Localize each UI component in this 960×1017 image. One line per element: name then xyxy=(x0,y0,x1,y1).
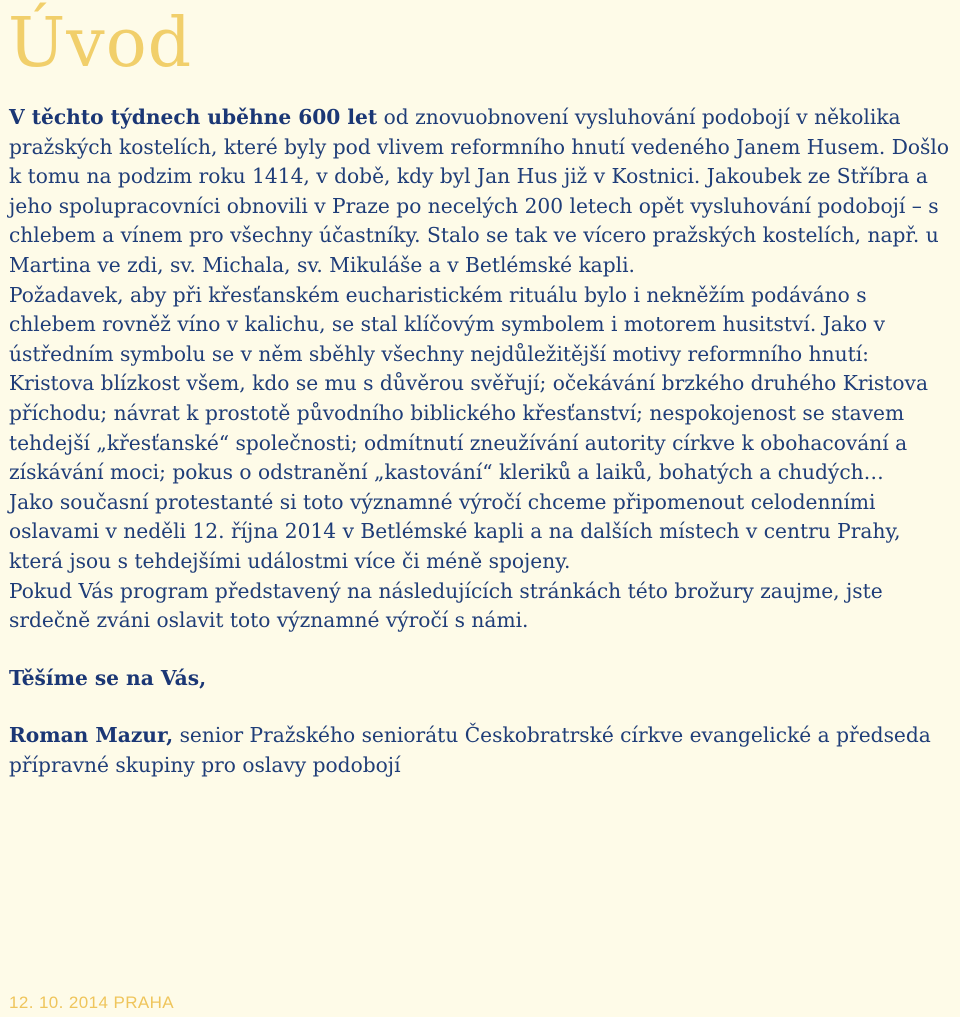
paragraph-chalice: Požadavek, aby při křesťanském eucharistickém rituálu bylo i nekněžím podáváno s chlebem rovněž víno v kalichu, se stal klíčovým symbolem i motorem husitství. Jako v ústředním symbolu se v něm sběhly všechny nejdůležitější motivy reformního hnutí: Kristova blízkost všem, kdo se mu s důvěrou svěřují; očekávání brzkého druhého Kristova příchodu; návrat k prostotě původního biblického křesťanství; nespokojenost se stavem tehdejší „křesťanské“ společnosti; odmítnutí zneužívání autority církve k obohacování a získávání moci; pokus o odstranění „kastování“ kleriků a laiků, bohatých a chudých… xyxy=(9,282,928,485)
signature-title: senior Pražského seniorátu Českobratrské církve evangelické a předseda přípravné skupiny pro oslavy podobojí xyxy=(9,723,931,777)
intro-lead: V těchto týdnech uběhne 600 let xyxy=(9,105,378,129)
paragraph-celebration: Jako současní protestanté si toto významné výročí chceme připomenout celodenními oslavami v neděli 12. října 2014 v Betlémské kapli a na dalších místech v centru Prahy, která jsou s tehdejšími událostmi více či méně spojeny. xyxy=(9,489,901,573)
greeting: Těšíme se na Vás, xyxy=(9,665,207,690)
signature-name: Roman Mazur, xyxy=(9,723,174,748)
intro-paragraph xyxy=(9,103,954,281)
paragraph-invitation: Pokud Vás program představený na následujících stránkách této brožury zaujme, jste srdečně zváni oslavit toto významné výročí s námi. xyxy=(9,578,883,633)
footer-date-place: 12. 10. 2014 PRAHA xyxy=(9,993,175,1012)
article-body xyxy=(9,103,954,780)
page-title: Úvod xyxy=(8,4,193,83)
signature xyxy=(9,721,954,780)
intro-text: od znovuobnovení vysluhování podobojí v několika pražských kostelích, které byly pod vlivem reformního hnutí vedeného Janem Husem. Došlo k tomu na podzim roku 1414, v době, kdy byl Jan Hus již v Kostnici. Jakoubek ze Stříbra a jeho spolupracovníci obnovili v Praze po necelých 200 letech opět vysluhování podobojí – s chlebem a vínem pro všechny účastníky. Stalo se tak ve vícero pražských kostelích, např. u Martina ve zdi, sv. Michala, sv. Mikuláše a v Betlémské kapli. xyxy=(9,105,950,277)
